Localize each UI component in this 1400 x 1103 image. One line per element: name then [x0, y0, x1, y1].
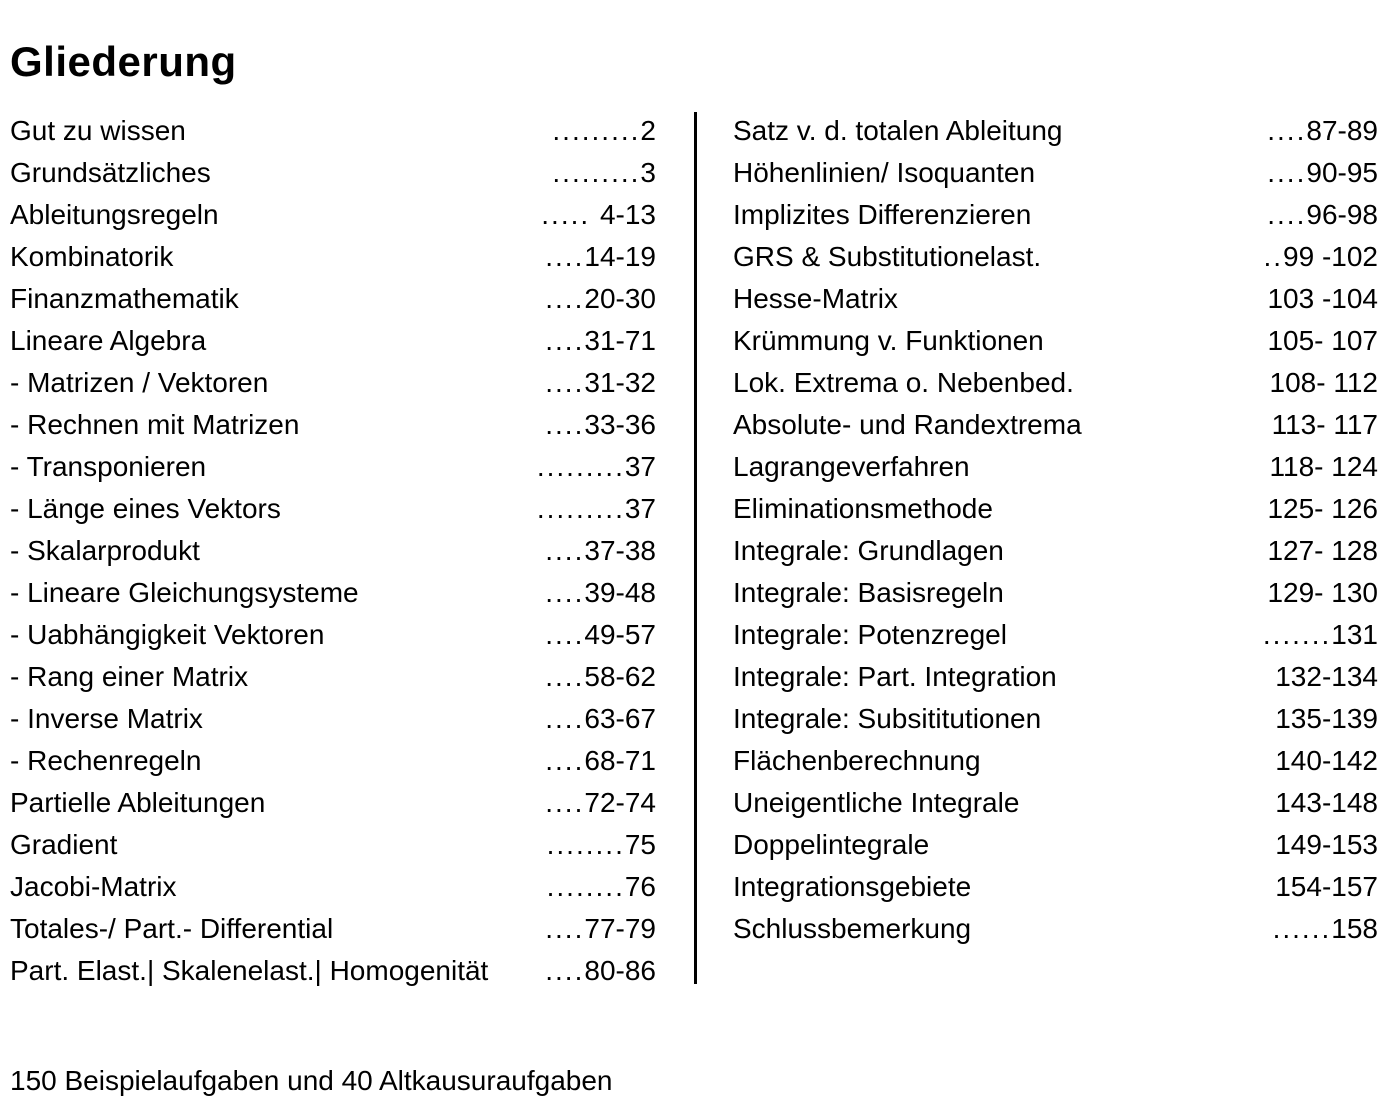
toc-page-number: 140-142 — [1275, 745, 1378, 776]
toc-page-number: 37-38 — [584, 535, 656, 566]
toc-entry-pages — [545, 530, 656, 572]
toc-entry-label: - Transponieren — [10, 451, 207, 482]
toc-entry-pages — [1267, 110, 1378, 152]
toc-row — [10, 824, 656, 866]
toc-entry-label: Krümmung v. Funktionen — [733, 325, 1044, 356]
toc-row — [10, 572, 656, 614]
toc-row — [10, 194, 656, 236]
toc-entry-pages — [552, 110, 656, 152]
toc-leader-dots: .... — [545, 325, 585, 356]
toc-row — [733, 278, 1378, 320]
toc-entry-pages — [1263, 614, 1378, 656]
toc-row — [733, 320, 1378, 362]
toc-entry-label: Satz v. d. totalen Ableitung — [733, 115, 1063, 146]
toc-entry-label: Lineare Algebra — [10, 325, 207, 356]
toc-entry-label: - Uabhängigkeit Vektoren — [10, 619, 325, 650]
toc-leader-dots: .... — [545, 367, 585, 398]
toc-page-number: 105- 107 — [1267, 325, 1378, 356]
toc-leader-dots: .... — [545, 577, 585, 608]
toc-leader-dots: .... — [1267, 157, 1307, 188]
toc-entry-pages — [1270, 446, 1378, 488]
toc-entry-label: Flächenberechnung — [733, 745, 981, 776]
toc-entry-pages — [545, 950, 656, 992]
toc-leader-dots: .... — [545, 703, 585, 734]
toc-entry-pages — [545, 320, 656, 362]
toc-page-number: 76 — [624, 871, 656, 902]
column-divider — [694, 112, 697, 984]
toc-page-number: 132-134 — [1275, 661, 1378, 692]
toc-row — [733, 530, 1378, 572]
toc-page-number: 131 — [1331, 619, 1378, 650]
toc-entry-label: Integrale: Potenzregel — [733, 619, 1007, 650]
toc-row — [733, 908, 1378, 950]
toc-entry-pages — [1267, 152, 1378, 194]
toc-page-number: 4-13 — [599, 199, 656, 230]
toc-entry-label: Kombinatorik — [10, 241, 174, 272]
toc-page-number: 143-148 — [1275, 787, 1378, 818]
toc-row — [10, 740, 656, 782]
toc-entry-label: Jacobi-Matrix — [10, 871, 177, 902]
toc-page-number: 77-79 — [584, 913, 656, 944]
toc-entry-pages — [1275, 740, 1378, 782]
toc-page-number: 33-36 — [584, 409, 656, 440]
toc-entry-pages — [1263, 236, 1378, 278]
toc-page-number: 108- 112 — [1269, 367, 1378, 398]
toc-page-number: 20-30 — [584, 283, 656, 314]
toc-row — [10, 782, 656, 824]
toc-page-number: 96-98 — [1306, 199, 1378, 230]
toc-entry-label: Ableitungsregeln — [10, 199, 219, 230]
toc-row — [10, 152, 656, 194]
toc-page-number: 72-74 — [584, 787, 656, 818]
toc-entry-pages — [545, 236, 656, 278]
toc-page-number: 49-57 — [584, 619, 656, 650]
toc-row — [10, 446, 656, 488]
toc-entry-pages — [1275, 866, 1378, 908]
toc-row — [10, 110, 656, 152]
toc-row — [733, 446, 1378, 488]
toc-page-number: 58-62 — [584, 661, 656, 692]
toc-entry-pages — [545, 614, 656, 656]
toc-page-number: 39-48 — [584, 577, 656, 608]
toc-entry-label: - Länge eines Vektors — [10, 493, 281, 524]
toc-page-number: 2 — [640, 115, 656, 146]
toc-entry-pages — [545, 572, 656, 614]
toc-row — [10, 278, 656, 320]
toc-entry-label: - Matrizen / Vektoren — [10, 367, 269, 398]
toc-leader-dots: ..... — [541, 199, 600, 230]
toc-page-number: 80-86 — [584, 955, 656, 986]
toc-entry-pages — [537, 488, 656, 530]
toc-entry-pages — [1275, 824, 1378, 866]
toc-leader-dots: .... — [545, 619, 585, 650]
toc-entry-label: Implizites Differenzieren — [733, 199, 1032, 230]
toc-entry-pages — [547, 824, 656, 866]
toc-row — [733, 698, 1378, 740]
toc-page-number: 135-139 — [1275, 703, 1378, 734]
toc-leader-dots: .... — [545, 745, 585, 776]
toc-entry-label: Integrale: Part. Integration — [733, 661, 1057, 692]
toc-row — [10, 614, 656, 656]
toc-row — [733, 194, 1378, 236]
toc-leader-dots: .... — [545, 283, 585, 314]
toc-entry-pages — [545, 908, 656, 950]
toc-leader-dots: .... — [545, 913, 585, 944]
toc-page-number: 37 — [624, 451, 656, 482]
toc-entry-label: Lagrangeverfahren — [733, 451, 970, 482]
toc-entry-pages — [1272, 404, 1378, 446]
toc-leader-dots: ....... — [1262, 619, 1332, 650]
toc-row — [733, 152, 1378, 194]
toc-entry-pages — [1275, 656, 1378, 698]
toc-entry-pages — [1267, 278, 1378, 320]
toc-leader-dots: .... — [1267, 115, 1307, 146]
toc-page-number: 113- 117 — [1271, 409, 1378, 440]
toc-entry-pages — [1273, 908, 1378, 950]
toc-page-number: 154-157 — [1275, 871, 1378, 902]
toc-page-number: 90-95 — [1306, 157, 1378, 188]
toc-entry-label: Finanzmathematik — [10, 283, 239, 314]
toc-entry-label: Hesse-Matrix — [733, 283, 898, 314]
toc-entry-label: - Skalarprodukt — [10, 535, 200, 566]
toc-row — [733, 656, 1378, 698]
toc-entry-pages — [545, 656, 656, 698]
toc-entry-label: - Rechenregeln — [10, 745, 202, 776]
toc-leader-dots: .. — [1263, 241, 1284, 272]
toc-entry-pages — [545, 404, 656, 446]
toc-page-number: 68-71 — [584, 745, 656, 776]
toc-entry-label: Uneigentliche Integrale — [733, 787, 1020, 818]
toc-entry-label: Lok. Extrema o. Nebenbed. — [733, 367, 1074, 398]
toc-entry-label: Totales-/ Part.- Differential — [10, 913, 334, 944]
toc-row — [10, 866, 656, 908]
toc-entry-pages — [1275, 782, 1378, 824]
toc-row — [10, 950, 656, 992]
toc-page-number: 37 — [624, 493, 656, 524]
toc-page-number: 103 -104 — [1267, 283, 1378, 314]
toc-entry-pages — [547, 866, 656, 908]
toc-row — [733, 572, 1378, 614]
toc-entry-label: Partielle Ableitungen — [10, 787, 266, 818]
toc-row — [10, 236, 656, 278]
toc-entry-pages — [545, 698, 656, 740]
toc-row — [10, 656, 656, 698]
toc-leader-dots: ......... — [552, 157, 641, 188]
toc-page-number: 158 — [1331, 913, 1378, 944]
toc-leader-dots: .... — [545, 787, 585, 818]
toc-entry-label: Eliminationsmethode — [733, 493, 993, 524]
toc-entry-label: - Rang einer Matrix — [10, 661, 249, 692]
toc-entry-label: Part. Elast.| Skalenelast.| Homogenität — [10, 955, 489, 986]
toc-row — [733, 488, 1378, 530]
toc-entry-pages — [1275, 698, 1378, 740]
toc-entry-label: - Inverse Matrix — [10, 703, 203, 734]
toc-entry-label: GRS & Substitutionelast. — [733, 241, 1042, 272]
toc-leader-dots: .... — [545, 661, 585, 692]
toc-entry-pages — [545, 740, 656, 782]
toc-entry-label: - Lineare Gleichungsysteme — [10, 577, 359, 608]
toc-leader-dots: .... — [545, 409, 585, 440]
toc-leader-dots: ......... — [536, 493, 625, 524]
toc-entry-pages — [1267, 530, 1378, 572]
toc-page-number: 149-153 — [1275, 829, 1378, 860]
toc-entry-label: Gradient — [10, 829, 118, 860]
toc-leader-dots: .... — [545, 241, 585, 272]
toc-page-number: 31-32 — [584, 367, 656, 398]
toc-leader-dots: ........ — [546, 871, 625, 902]
toc-entry-label: Absolute- und Randextrema — [733, 409, 1082, 440]
toc-row — [733, 236, 1378, 278]
toc-entry-label: Grundsätzliches — [10, 157, 211, 188]
toc-page-number: 75 — [624, 829, 656, 860]
toc-entry-pages — [537, 446, 656, 488]
toc-page-number: 3 — [640, 157, 656, 188]
toc-entry-label: Schlussbemerkung — [733, 913, 972, 944]
toc-leader-dots: ........ — [546, 829, 625, 860]
toc-entry-pages — [1267, 194, 1378, 236]
toc-column-left — [10, 110, 656, 992]
toc-row — [733, 782, 1378, 824]
toc-entry-pages — [1267, 572, 1378, 614]
toc-entry-pages — [552, 152, 656, 194]
toc-row — [733, 362, 1378, 404]
toc-entry-label: Doppelintegrale — [733, 829, 930, 860]
toc-entry-label: Integrale: Grundlagen — [733, 535, 1004, 566]
page-footer: 150 Beispielaufgaben und 40 Altkausuraufgaben — [10, 1065, 613, 1096]
toc-row — [10, 320, 656, 362]
toc-entry-label: - Rechnen mit Matrizen — [10, 409, 300, 440]
toc-page-number: 87-89 — [1306, 115, 1378, 146]
toc-entry-pages — [545, 362, 656, 404]
toc-page-number: 127- 128 — [1267, 535, 1378, 566]
toc-page-number: 118- 124 — [1269, 451, 1378, 482]
toc-row — [10, 698, 656, 740]
toc-leader-dots: ...... — [1272, 913, 1332, 944]
toc-entry-pages — [1267, 320, 1378, 362]
toc-row — [733, 110, 1378, 152]
toc-page-number: 125- 126 — [1267, 493, 1378, 524]
toc-row — [733, 404, 1378, 446]
toc-entry-label: Integrationsgebiete — [733, 871, 972, 902]
toc-page-number: 99 -102 — [1283, 241, 1378, 272]
toc-entry-pages — [1270, 362, 1378, 404]
toc-entry-label: Höhenlinien/ Isoquanten — [733, 157, 1036, 188]
toc-row — [10, 362, 656, 404]
toc-row — [10, 404, 656, 446]
toc-entry-pages — [545, 278, 656, 320]
page-title: Gliederung — [10, 38, 237, 86]
toc-row — [10, 488, 656, 530]
toc-row — [733, 740, 1378, 782]
toc-leader-dots: .... — [545, 535, 585, 566]
toc-page-number: 129- 130 — [1267, 577, 1378, 608]
toc-page-number: 14-19 — [584, 241, 656, 272]
toc-entry-pages — [1267, 488, 1378, 530]
toc-row — [733, 824, 1378, 866]
toc-row — [733, 866, 1378, 908]
toc-leader-dots: ......... — [552, 115, 641, 146]
toc-page-number: 63-67 — [584, 703, 656, 734]
toc-row — [10, 908, 656, 950]
toc-column-right — [733, 110, 1378, 950]
toc-leader-dots: .... — [1267, 199, 1307, 230]
toc-row — [10, 530, 656, 572]
toc-entry-pages — [545, 782, 656, 824]
toc-entry-label: Integrale: Basisregeln — [733, 577, 1004, 608]
toc-entry-label: Integrale: Subsititutionen — [733, 703, 1042, 734]
toc-page-number: 31-71 — [584, 325, 656, 356]
toc-row — [733, 614, 1378, 656]
toc-leader-dots: ......... — [536, 451, 625, 482]
toc-entry-pages — [541, 194, 656, 236]
toc-entry-label: Gut zu wissen — [10, 115, 186, 146]
toc-leader-dots: .... — [545, 955, 585, 986]
